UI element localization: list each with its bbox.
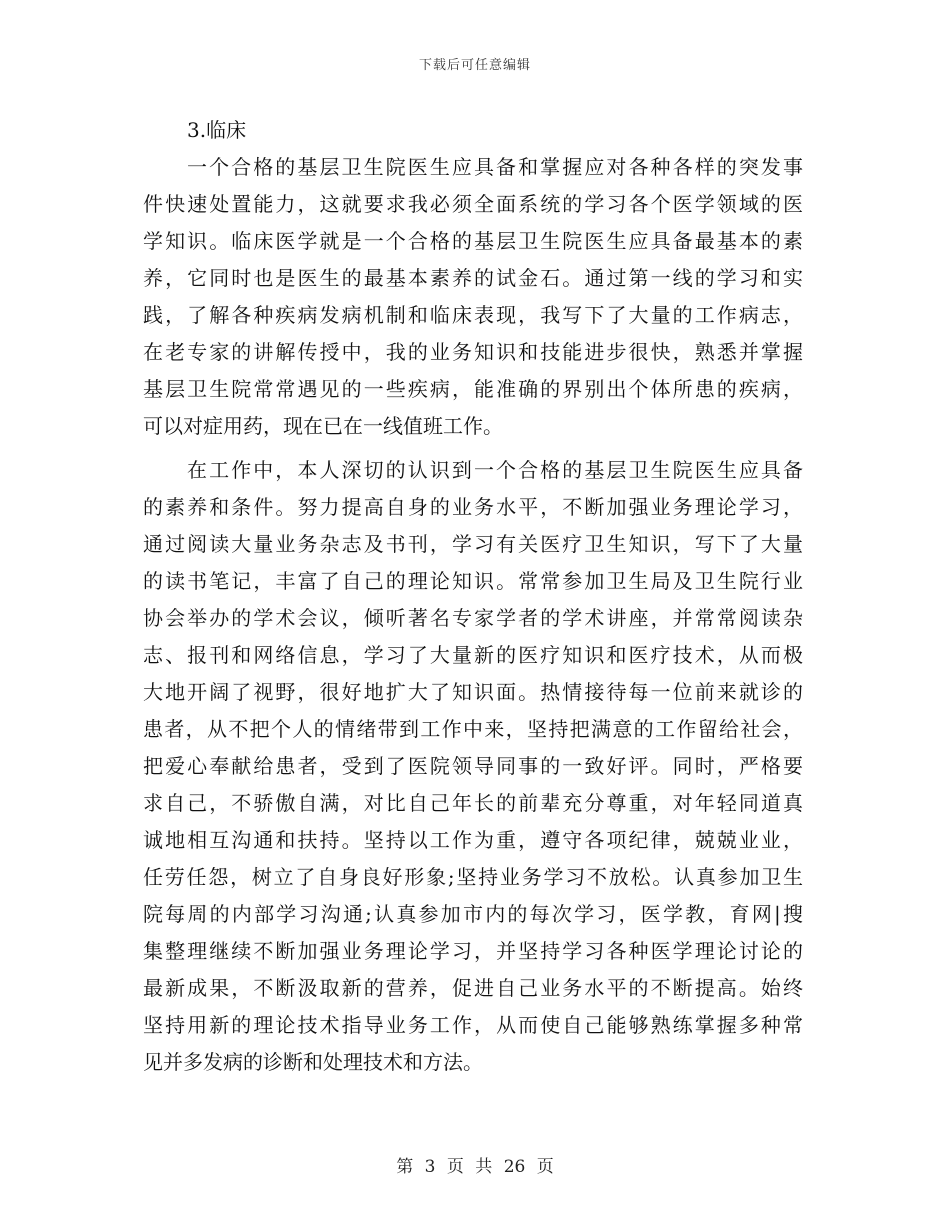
paragraph-line: 诚地相互沟通和扶持。坚持以工作为重，遵守各项纪律，兢兢业业， [143,828,803,852]
paragraph-line: 最新成果，不断汲取新的营养，促进自己业务水平的不断提高。始终 [143,976,803,1000]
paragraph-line: 可以对症用药，现在已在一线值班工作。 [143,414,503,438]
paragraph-line: 集整理继续不断加强业务理论学习，并坚持学习各种医学理论讨论的 [143,939,803,963]
paragraph-line: 任劳任怨，树立了自身良好形象;坚持业务学习不放松。认真参加卫生 [143,865,803,889]
paragraph-line: 件快速处置能力，这就要求我必须全面系统的学习各个医学领域的医 [143,192,803,216]
paragraph-clinical [143,149,803,445]
paragraph-line: 在工作中，本人深切的认识到一个合格的基层卫生院医生应具备 [187,458,803,482]
paragraph-line: 院每周的内部学习沟通;认真参加市内的每次学习，医学教，育网|搜 [143,902,803,926]
paragraph-line: 的素养和条件。努力提高自身的业务水平，不断加强业务理论学习， [143,495,803,519]
paragraph-line: 通过阅读大量业务杂志及书刊，学习有关医疗卫生知识，写下了大量 [143,532,803,556]
paragraph-line: 志、报刊和网络信息，学习了大量新的医疗知识和医疗技术，从而极 [143,643,803,667]
paragraph-line: 大地开阔了视野，很好地扩大了知识面。热情接待每一位前来就诊的 [143,680,803,704]
paragraph-line: 坚持用新的理论技术指导业务工作，从而使自己能够熟练掌握多种常 [143,1013,803,1037]
paragraph-line: 患者，从不把个人的情绪带到工作中来，坚持把满意的工作留给社会， [143,717,803,741]
paragraph-work [143,452,803,1081]
paragraph-line: 践，了解各种疾病发病机制和临床表现，我写下了大量的工作病志， [143,303,803,327]
paragraph-line: 一个合格的基层卫生院医生应具备和掌握应对各种各样的突发事 [187,155,803,179]
document-body [143,112,803,1088]
paragraph-line: 协会举办的学术会议，倾听著名专家学者的学术讲座，并常常阅读杂 [143,606,803,630]
paragraph-line: 求自己，不骄傲自满，对比自己年长的前辈充分尊重，对年轻同道真 [143,791,803,815]
paragraph-line: 养，它同时也是医生的最基本素养的试金石。通过第一线的学习和实 [143,266,803,290]
paragraph-line: 基层卫生院常常遇见的一些疾病，能准确的界别出个体所患的疾病， [143,377,803,401]
paragraph-line: 的读书笔记，丰富了自己的理论知识。常常参加卫生局及卫生院行业 [143,569,803,593]
paragraph-line: 学知识。临床医学就是一个合格的基层卫生院医生应具备最基本的素 [143,229,803,253]
page-header: 下载后可任意编辑 [418,58,531,73]
paragraph-line: 把爱心奉献给患者，受到了医院领导同事的一致好评。同时，严格要 [143,754,803,778]
section-heading: 3.临床 [187,118,247,142]
page-number-footer: 第 3 页 共 26 页 [396,1157,554,1177]
paragraph-line: 见并多发病的诊断和处理技术和方法。 [143,1050,483,1074]
paragraph-line: 在老专家的讲解传授中，我的业务知识和技能进步很快，熟悉并掌握 [143,340,803,364]
